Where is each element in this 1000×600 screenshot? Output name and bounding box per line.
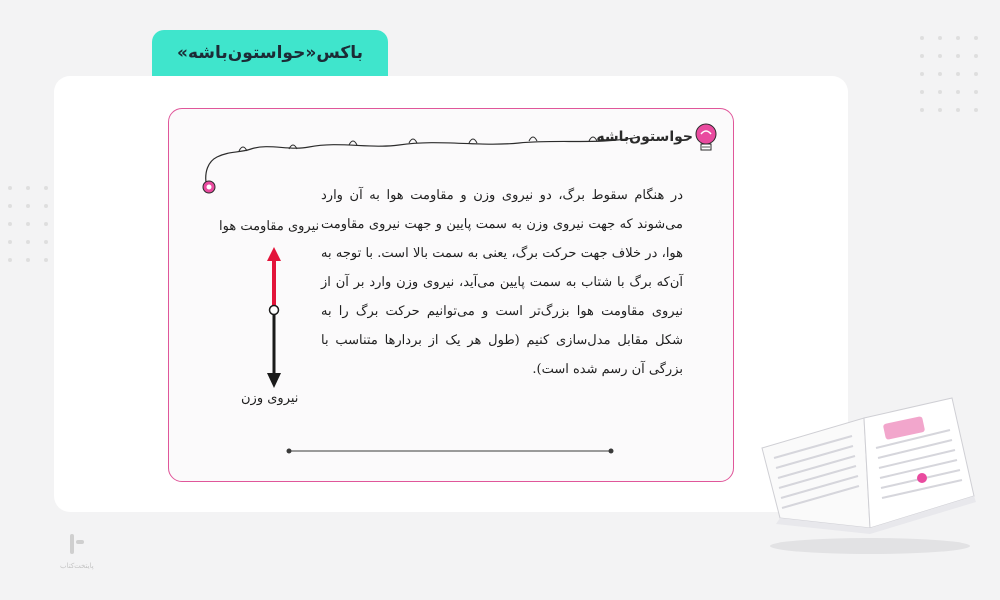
force-vector-diagram [259, 243, 289, 393]
weight-label: نیروی وزن [241, 391, 299, 406]
decorative-dots-right [920, 36, 978, 112]
section-tab-label: باکس«حواستون‌باشه» [177, 43, 364, 63]
book-image [752, 378, 982, 558]
leaf-point [270, 306, 279, 315]
section-tab [152, 30, 388, 76]
air-resistance-arrowhead [267, 247, 281, 261]
weight-arrowhead [267, 373, 281, 388]
bottom-divider [285, 445, 615, 457]
brand-logo [60, 532, 94, 570]
box-title: حواستون‌باشه [596, 129, 693, 145]
logo-icon [67, 532, 87, 556]
info-box [168, 108, 734, 482]
decorative-dots-left [8, 186, 48, 262]
air-resistance-label: نیروی مقاومت هوا [219, 219, 320, 234]
lightbulb-icon [691, 121, 721, 155]
content-panel [54, 76, 848, 512]
logo-text: پایتخت‌کتاب [60, 562, 94, 570]
explanation-text: در هنگام سقوط برگ، دو نیروی وزن و مقاومت هوا به آن وارد می‌شوند که جهت نیروی وزن به سمت پایین و جهت نیروی مقاومت هوا، در خلاف جهت حرکت برگ، یعنی به سمت بالا است. با توجه به آن‌که برگ با شتاب به سمت پایین می‌آید، نیروی وزن وارد بر آن از نیروی مقاومت هوا بزرگ‌تر است و می‌توانیم حرکت برگ را به شکل مقابل مدل‌سازی کنیم (طول هر یک از بردارها متناسب با بزرگی آن رسم شده است). [321, 188, 683, 377]
